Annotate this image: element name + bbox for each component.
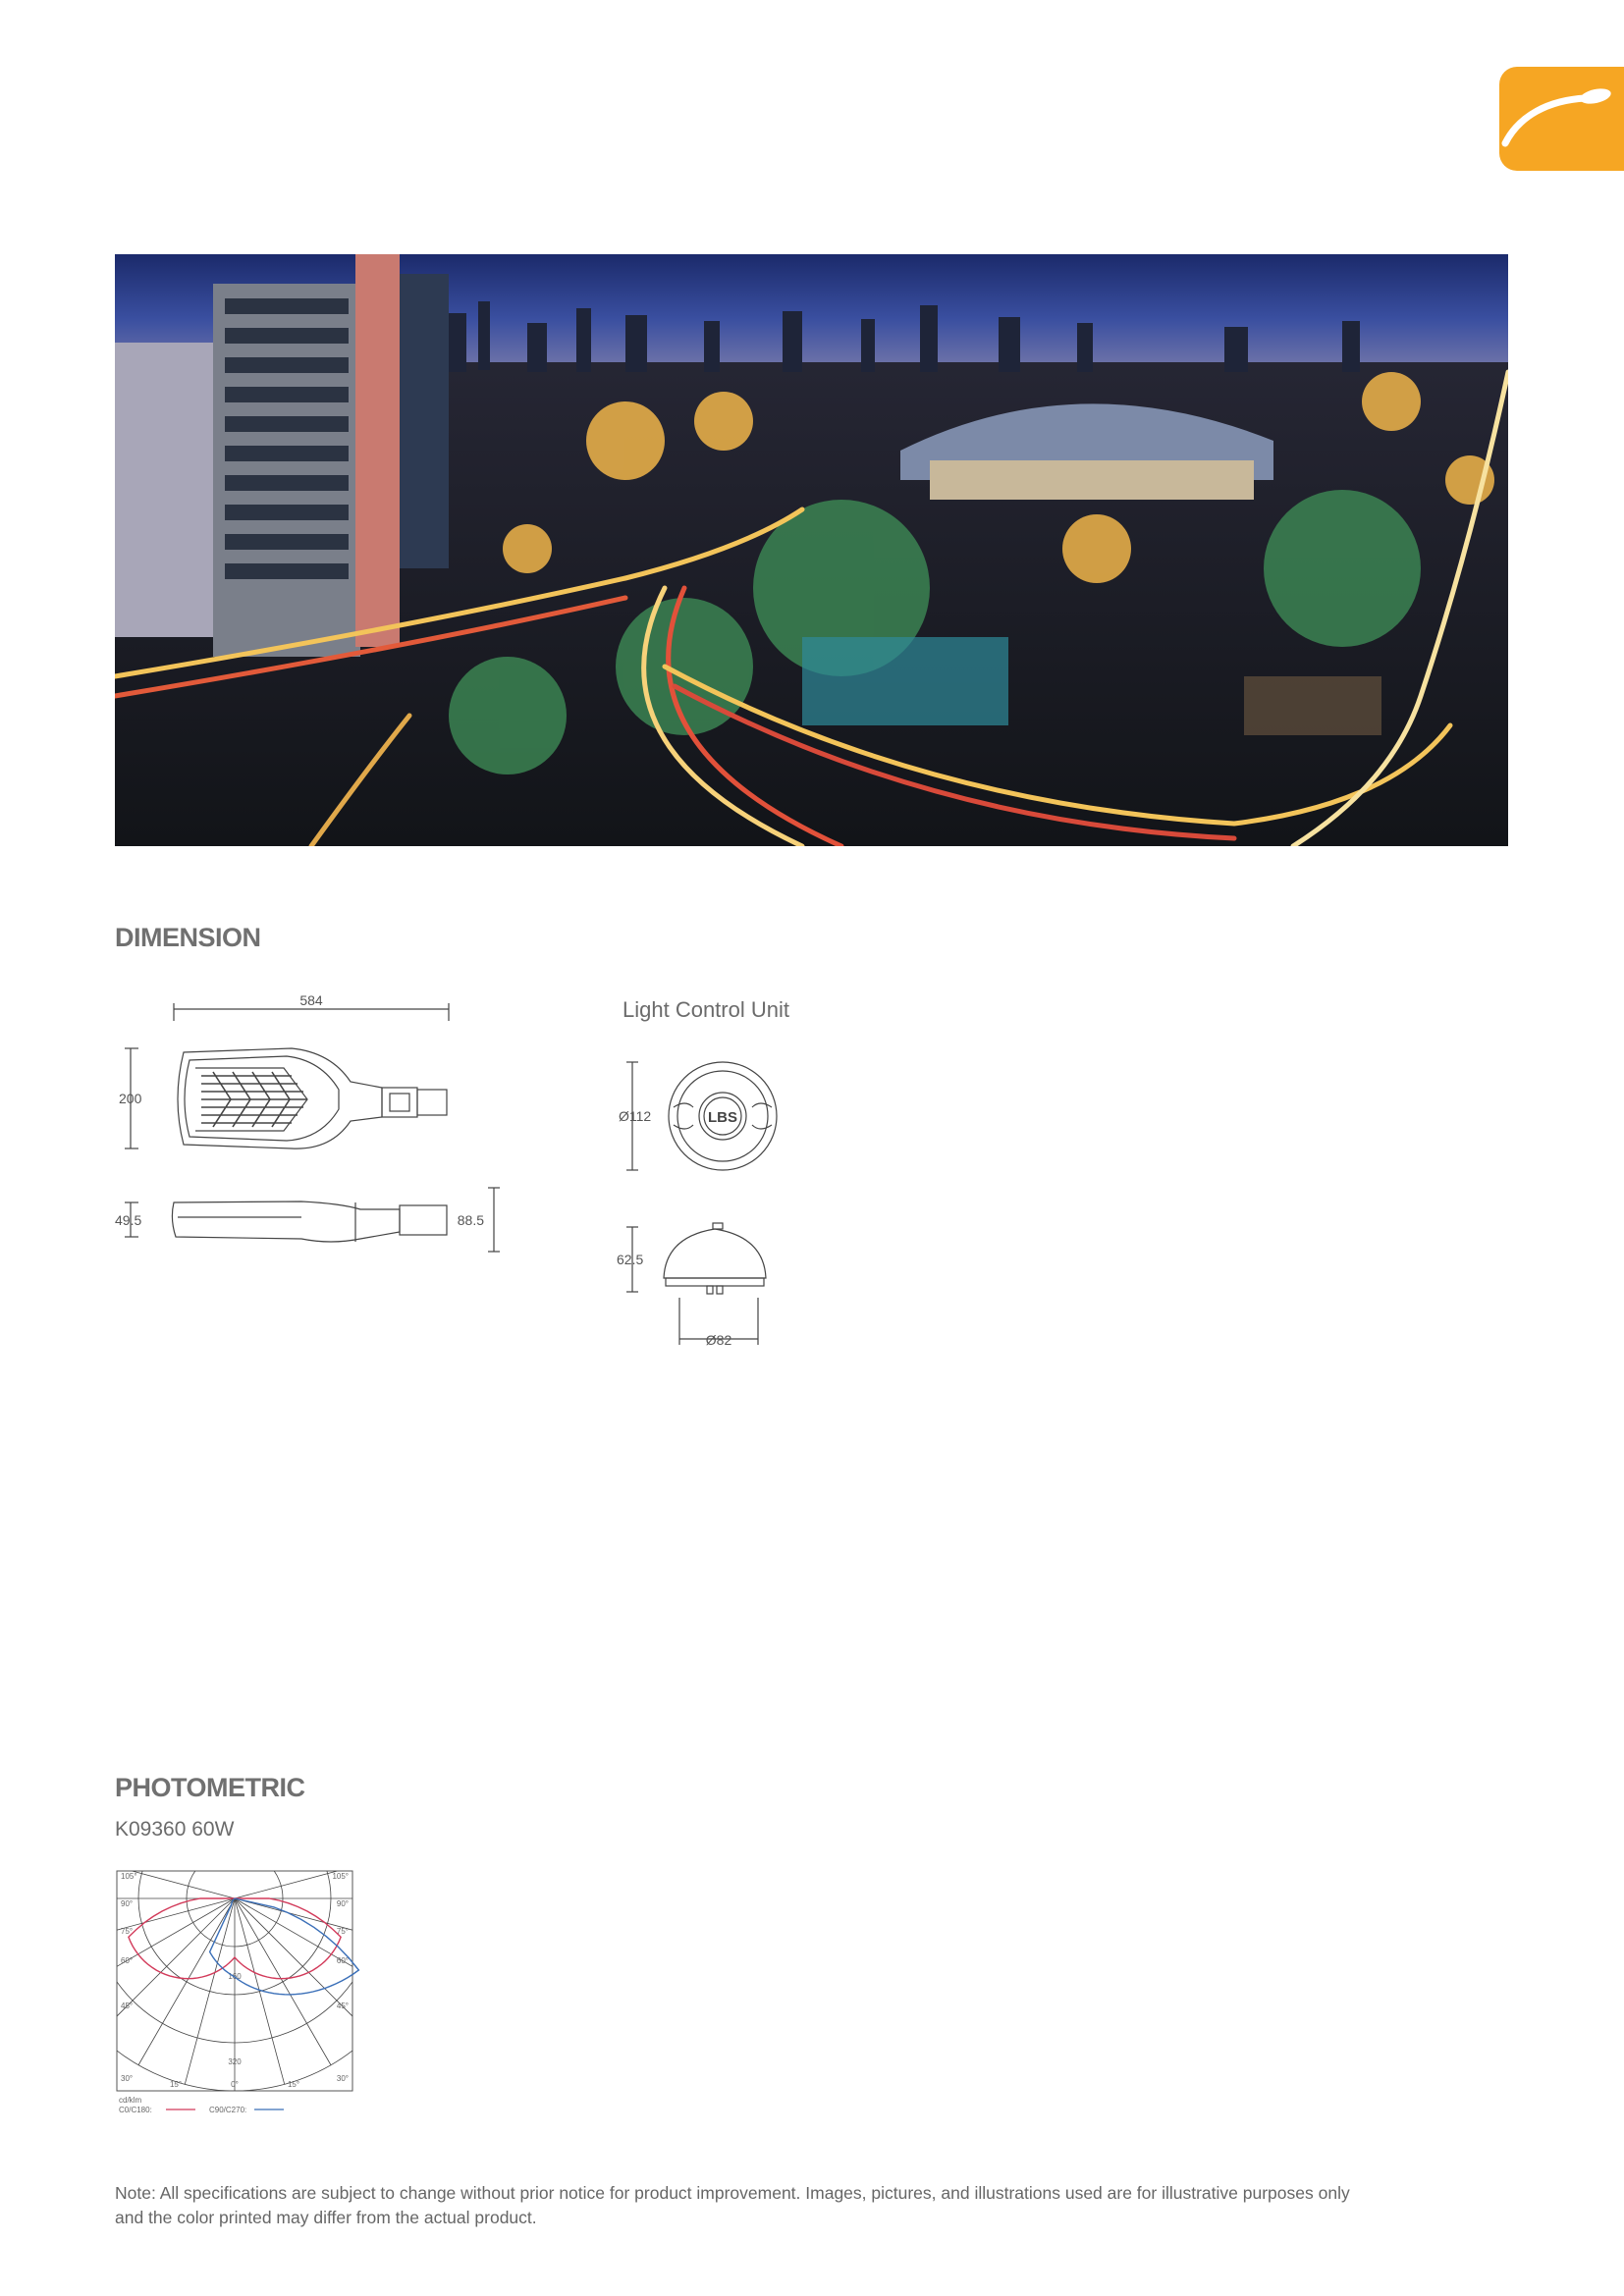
polar-intensity-chart bbox=[115, 1869, 360, 2120]
brand-logo bbox=[1499, 67, 1624, 171]
light-control-unit-title: Light Control Unit bbox=[623, 997, 789, 1022]
lcu-logo-text: LBS bbox=[708, 1109, 737, 1126]
city-night-photo-icon bbox=[115, 254, 1508, 846]
legend-c0-label: C0/C180: bbox=[119, 2106, 152, 2114]
angle-label-right: 45° bbox=[336, 2002, 349, 2010]
polar-spoke bbox=[235, 1898, 360, 1995]
unit-label: cd/klm bbox=[119, 2096, 142, 2105]
polar-spoke bbox=[235, 1898, 331, 2065]
polar-ring bbox=[115, 1869, 360, 2043]
angle-label-bottom: 0° bbox=[231, 2080, 239, 2089]
angle-label-left: 75° bbox=[121, 1927, 134, 1936]
angle-label-left: 105° bbox=[121, 1872, 137, 1881]
photometric-model: K09360 60W bbox=[115, 1818, 235, 1841]
light-control-unit-drawing bbox=[617, 1050, 793, 1355]
polar-spoke bbox=[235, 1898, 360, 2035]
body-height-label: 49.5 bbox=[115, 1212, 142, 1228]
polar-diagram bbox=[115, 1869, 360, 2120]
angle-label-left: 60° bbox=[121, 1956, 134, 1965]
legend-c90-label: C90/C270: bbox=[209, 2106, 247, 2114]
angle-label-right: 90° bbox=[336, 1899, 349, 1908]
angle-label-left: 30° bbox=[121, 2074, 134, 2083]
disclaimer-note bbox=[115, 2181, 1450, 2230]
dimension-title: DIMENSION bbox=[115, 923, 261, 952]
streetlight-drawing-icon bbox=[115, 991, 508, 1256]
hero-cityscape-photo bbox=[115, 254, 1508, 846]
angle-label-right: 105° bbox=[332, 1872, 349, 1881]
polar-spoke bbox=[235, 1898, 285, 2084]
streetlight-logo-icon bbox=[1499, 67, 1624, 171]
note-line-1: Note: All specifications are subject to change without prior notice for product improvement. Images, pictures, and illustrations used are for illustrative purposes only bbox=[115, 2183, 1350, 2203]
angle-label-left: 90° bbox=[121, 1899, 134, 1908]
angle-label-right: 75° bbox=[336, 1927, 349, 1936]
angle-label-left: 45° bbox=[121, 2002, 134, 2010]
radial-value-label: 320 bbox=[228, 2057, 242, 2066]
photocell-drawing-icon bbox=[617, 1050, 793, 1355]
angle-label-right: 60° bbox=[336, 1956, 349, 1965]
polar-spoke bbox=[185, 1898, 235, 2084]
polar-spoke bbox=[138, 1898, 235, 2065]
angle-label-bottom: 15° bbox=[169, 2080, 183, 2089]
width-label: 200 bbox=[119, 1091, 142, 1106]
note-line-2: and the color printed may differ from the actual product. bbox=[115, 2208, 537, 2227]
overall-height-label: 88.5 bbox=[457, 1212, 484, 1228]
radial-value-label: 160 bbox=[228, 1972, 242, 1981]
lcu-diameter-label: Ø112 bbox=[619, 1108, 652, 1124]
angle-label-right: 30° bbox=[336, 2074, 349, 2083]
lcu-base-diameter-label: Ø82 bbox=[705, 1332, 732, 1348]
length-label: 584 bbox=[299, 992, 323, 1008]
photometric-title: PHOTOMETRIC bbox=[115, 1773, 305, 1802]
luminaire-dimension-drawing bbox=[115, 991, 508, 1256]
lcu-height-label: 62.5 bbox=[617, 1252, 644, 1267]
angle-label-bottom: 15° bbox=[287, 2080, 300, 2089]
